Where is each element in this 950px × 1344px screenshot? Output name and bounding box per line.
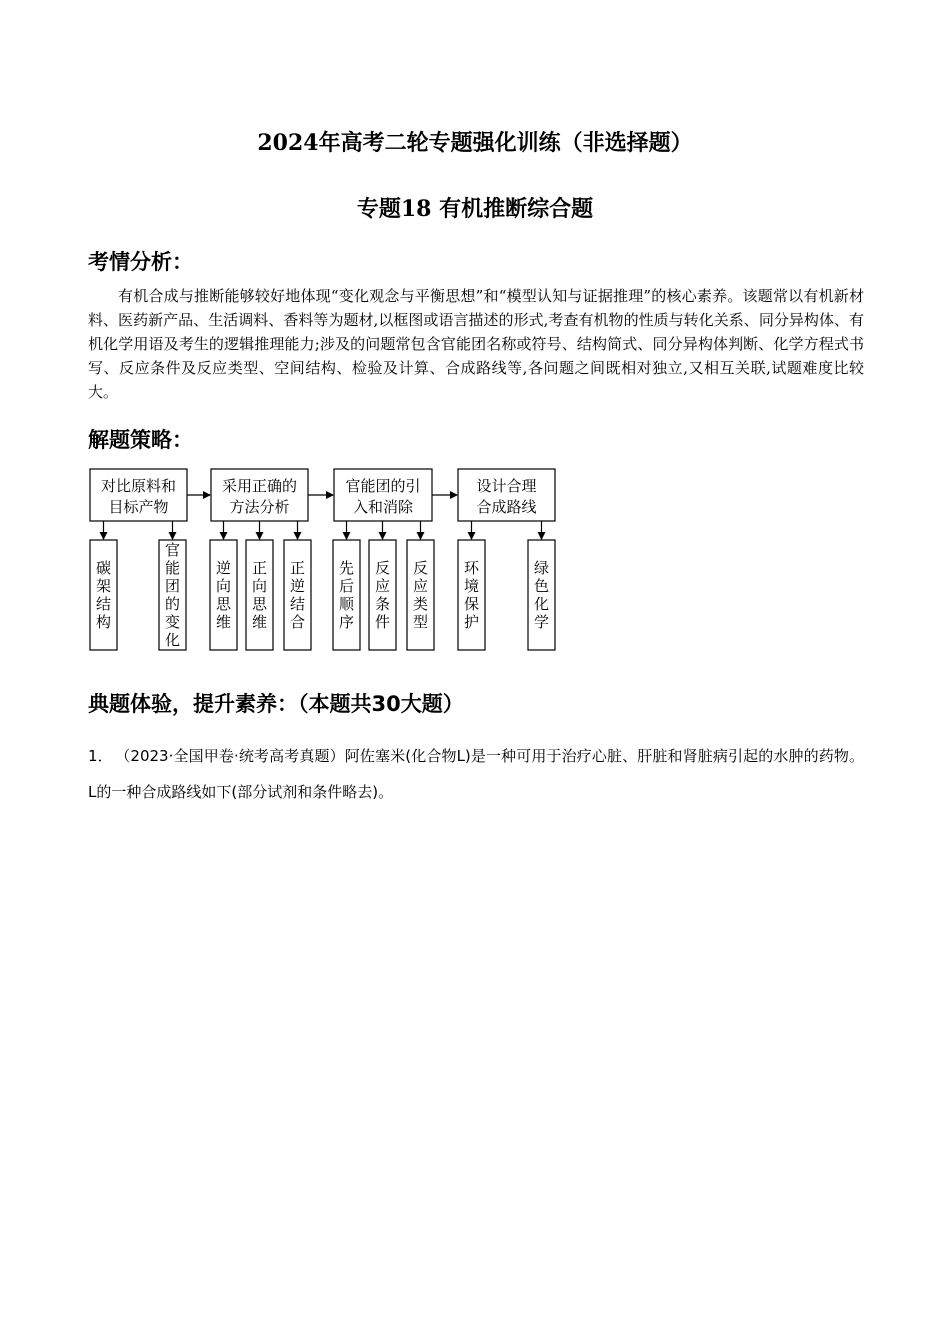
flow-child-char: 构 [95, 613, 112, 631]
flow-child-char: 化 [164, 631, 181, 649]
flow-child-char: 应 [412, 577, 429, 595]
flow-child-char: 先 [338, 559, 355, 577]
flow-child-char: 后 [338, 577, 355, 595]
flow-child-char: 能 [164, 559, 181, 577]
flow-child-char: 护 [463, 613, 480, 631]
flow-step-label: 对比原料和 [100, 477, 177, 495]
flow-child-char: 正 [251, 559, 268, 577]
flow-child-char: 逆 [215, 559, 232, 577]
flow-child-char: 环 [463, 559, 480, 577]
flow-child-char: 类 [412, 595, 429, 613]
flow-child-char: 色 [533, 577, 550, 595]
flow-step-label: 目标产物 [108, 498, 169, 516]
flow-child-char: 件 [374, 613, 391, 631]
topic-title: 专题18 有机推断综合题 [356, 196, 594, 222]
strategy-heading: 解题策略： [88, 428, 193, 452]
flow-child-char: 正 [289, 559, 306, 577]
analysis-heading: 考情分析： [88, 250, 193, 274]
flow-child-char: 应 [374, 577, 391, 595]
flow-child-char: 顺 [338, 595, 355, 613]
flow-child-char: 学 [533, 613, 550, 631]
analysis-paragraph: 有机合成与推断能够较好地体现“变化观念与平衡思想”和“模型认知与证据推理”的核心素养。该题常以有机新材料、医药新产品、生活调料、香料等为题材,以框图或语言描述的形式,考查有机物的性质与转化关系、同分异构体、有机化学用语及考生的逻辑推理能力;涉及的问题常包含官能团名称或符号、结构简式、同分异构体判断、化学方程式书写、反应条件及反应类型、空间结构、检验及计算、合成路线等,各问题之间既相对独立,又相互关联,试题难度比较大。 [88, 287, 864, 401]
flow-child-char: 结 [289, 595, 306, 613]
flow-child-char: 绿 [533, 559, 550, 577]
flow-child-char: 变 [164, 613, 181, 631]
flow-child-char: 团 [164, 577, 181, 595]
question-1 [88, 738, 864, 810]
flow-child-char: 架 [95, 577, 112, 595]
flow-child-char: 思 [251, 595, 268, 613]
flow-child-char: 的 [164, 595, 181, 613]
flow-step-label: 设计合理 [476, 477, 537, 495]
flow-child-char: 序 [338, 613, 355, 631]
flow-child-char: 条 [374, 595, 391, 613]
strategy-flowchart-svg [88, 464, 568, 658]
flow-step-label: 合成路线 [476, 498, 537, 516]
flow-child-char: 向 [215, 577, 232, 595]
flow-child-char: 合 [289, 613, 306, 631]
flow-child-char: 保 [463, 595, 480, 613]
flow-step-label: 官能团的引 [345, 477, 421, 495]
question-number: 1． [88, 747, 113, 765]
flow-child-char: 境 [463, 577, 480, 595]
flow-child-char: 逆 [289, 577, 306, 595]
flow-child-char: 维 [215, 613, 232, 631]
flow-step-label: 入和消除 [352, 498, 414, 516]
flow-child-char: 官 [164, 541, 181, 559]
question-text: （2023·全国甲卷·统考高考真题）阿佐塞米(化合物L)是一种可用于治疗心脏、肝脏和肾脏病引起的水肿的药物。L的一种合成路线如下(部分试剂和条件略去)。 [88, 747, 864, 801]
strategy-flowchart [88, 464, 568, 662]
practice-heading: 典题体验，提升素养：（本题共30大题） [88, 692, 464, 716]
flow-child-char: 思 [215, 595, 232, 613]
flow-child-char: 向 [251, 577, 268, 595]
document-title: 2024年高考二轮专题强化训练（非选择题） [257, 130, 693, 156]
flow-child-char: 型 [412, 613, 429, 631]
flow-child-char: 维 [251, 613, 268, 631]
flow-child-char: 反 [374, 559, 391, 577]
flow-child-char: 化 [533, 595, 550, 613]
flow-step-label: 采用正确的 [221, 477, 298, 495]
flow-child-char: 结 [95, 595, 112, 613]
flow-step-label: 方法分析 [229, 498, 290, 516]
flow-child-char: 碳 [95, 559, 112, 577]
flow-child-char: 反 [412, 559, 429, 577]
